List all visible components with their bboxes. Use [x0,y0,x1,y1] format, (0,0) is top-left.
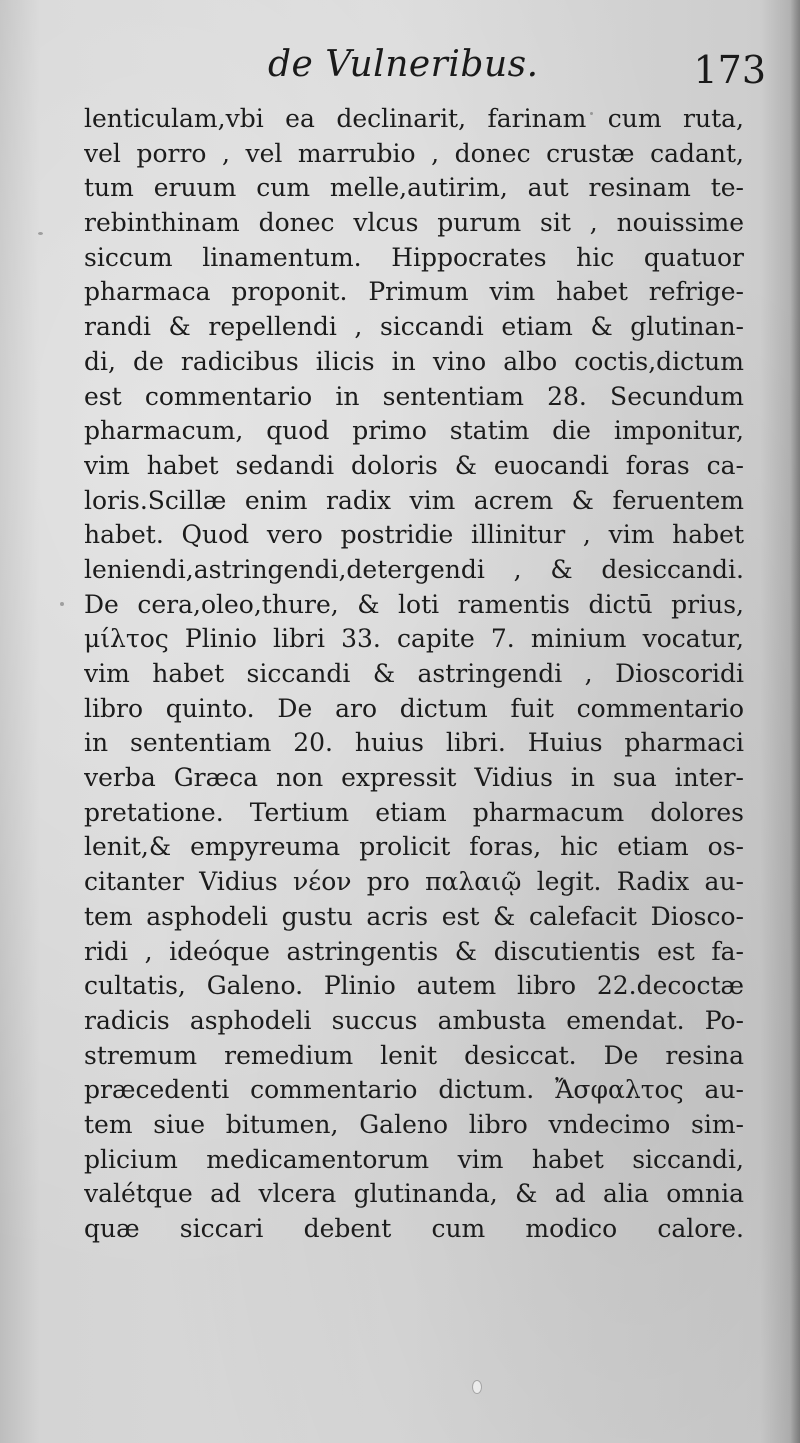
text-line: vim habet siccandi & astringendi , Dioscoridi [84,659,744,688]
text-line: quæ siccari debent cum modico calore. [84,1214,744,1243]
text-line: tem siue bitumen, Galeno libro vndecimo sim- [84,1109,744,1139]
text-line: vim habet sedandi doloris & euocandi foras ca- [84,450,744,480]
text-line: ridi , ideóque astringentis & discutientis est fa- [84,936,744,966]
text-line: valétque ad vlcera glutinanda, & ad alia omnia [84,1179,744,1209]
text-line: stremum remedium lenit desiccat. De resina [84,1040,744,1070]
text-line: pharmacum, quod primo statim die imponitur, [84,416,744,446]
text-line: habet. Quod vero postridie illinitur , vim habet [84,520,744,550]
paper-speck [472,1380,482,1394]
text-line: vel porro , vel marrubio , donec crustæ cadant, [84,138,744,168]
page-number: 173 [693,48,766,92]
page-header [260,44,780,100]
page-edge-shadow [790,0,800,1443]
text-line: plicium medicamentorum vim habet siccandi, [84,1144,744,1174]
text-line: rebinthinam donec vlcus purum sit , nouissime [84,208,744,238]
text-line: De cera,oleo,thure, & loti ramentis dictū prius, [84,589,744,619]
text-line: lenticulam,vbi ea declinarit, farinam cum ruta, [84,104,744,133]
text-line: pharmaca proponit. Primum vim habet refrige- [84,277,744,307]
text-line: loris.Scillæ enim radix vim acrem & feruentem [84,485,744,515]
body-text [84,102,744,1247]
text-line: in sententiam 20. huius libri. Huius pharmaci [84,728,744,758]
text-line: præcedenti commentario dictum. Ἄσφαλτος au- [84,1075,744,1105]
text-line: tum eruum cum melle,autirim, aut resinam te- [84,173,744,203]
text-line: di, de radicibus ilicis in vino albo coctis,dictum [84,346,744,376]
text-line: citanter Vidius νέον pro παλαιῷ legit. Radix au- [84,867,744,897]
text-line: cultatis, Galeno. Plinio autem libro 22.decoctæ [84,971,744,1001]
text-line: est commentario in sententiam 28. Secundum [84,381,744,411]
text-line: randi & repellendi , siccandi etiam & glutinan- [84,312,744,342]
paper-speck [60,602,64,606]
paper-speck [728,1226,731,1230]
text-line: μίλτος Plinio libri 33. capite 7. minium vocatur, [84,624,744,654]
text-line: leniendi,astringendi,detergendi , & desiccandi. [84,554,744,584]
text-line: verba Græca non expressit Vidius in sua inter- [84,763,744,793]
text-line: libro quinto. De aro dictum fuit commentario [84,693,744,723]
text-line: lenit,& empyreuma prolicit foras, hic etiam os- [84,832,744,862]
paper-speck [38,232,43,235]
paper-speck [590,112,593,115]
running-title: de Vulneribus. [268,44,539,85]
text-line: tem asphodeli gustu acris est & calefacit Diosco- [84,901,744,931]
text-line: siccum linamentum. Hippocrates hic quatuor [84,242,744,272]
text-line: radicis asphodeli succus ambusta emendat. Po- [84,1005,744,1035]
text-line: pretatione. Tertium etiam pharmacum dolores [84,797,744,827]
